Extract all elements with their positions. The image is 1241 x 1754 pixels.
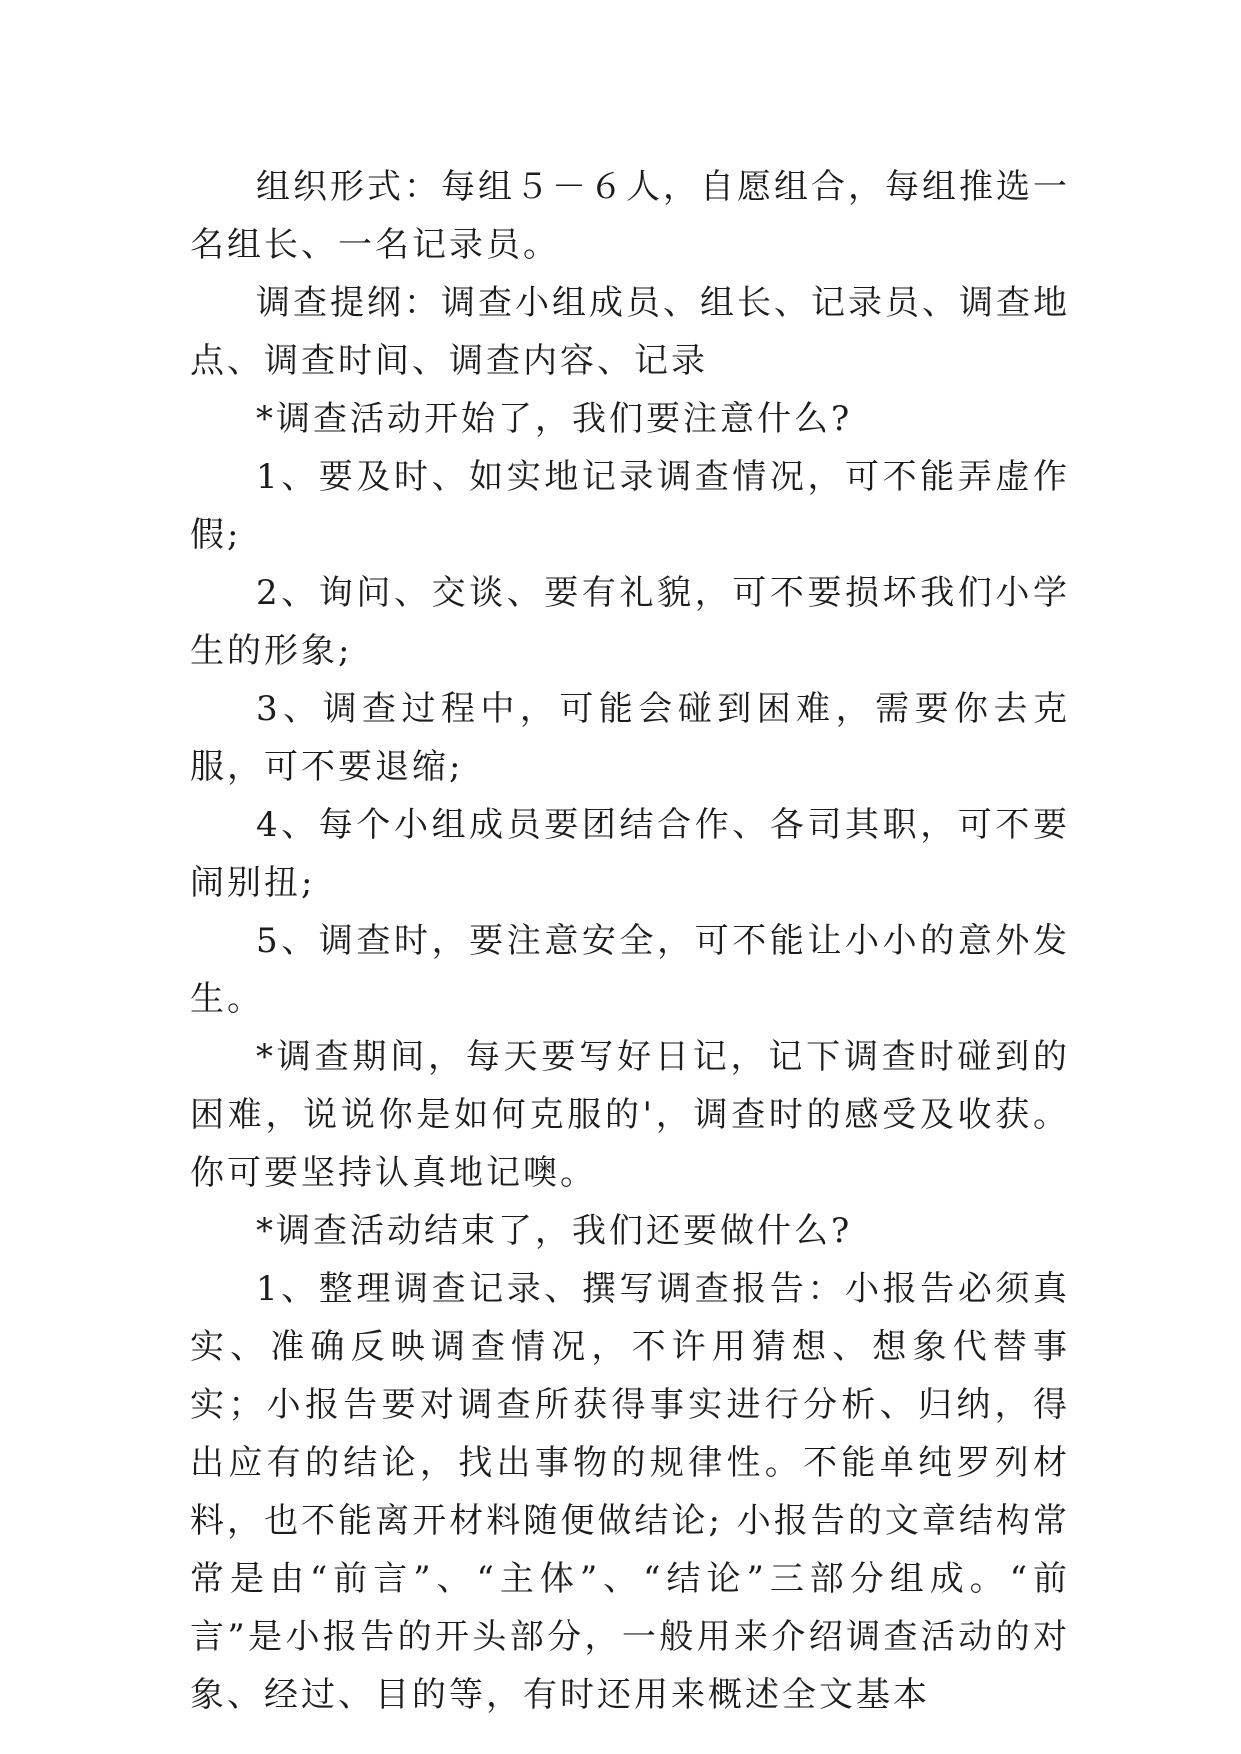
paragraph-diary: *调查期间，每天要写好日记，记下调查时碰到的困难，说说你是如何克服的'，调查时的感受及收获。你可要坚持认真地记噢。 bbox=[190, 1037, 1070, 1193]
paragraph-end-question: *调查活动结束了，我们还要做什么? bbox=[256, 1211, 853, 1251]
paragraph-note-3: 3、调查过程中，可能会碰到困难，需要你去克服，可不要退缩; bbox=[190, 689, 1070, 787]
paragraph-outline: 调查提纲：调查小组成员、组长、记录员、调查地点、调查时间、调查内容、记录 bbox=[190, 283, 1070, 381]
paragraph-note-1: 1、要及时、如实地记录调查情况，可不能弄虚作假; bbox=[190, 457, 1070, 555]
document-body bbox=[190, 158, 1070, 1724]
paragraph-start-question: *调查活动开始了，我们要注意什么? bbox=[256, 399, 853, 439]
paragraph-report: 1、整理调查记录、撰写调查报告：小报告必须真实、准确反映调查情况，不许用猜想、想象代替事实；小报告要对调查所获得事实进行分析、归纳，得出应有的结论，找出事物的规律性。不能单纯罗列材料，也不能离开材料随便做结论; 小报告的文章结构常常是由“前言”、“主体”、“结论”三部分组成。“前言”是小报告的开头部分，一般用来介绍调查活动的对象、经过、目的等，有时还用来概述全文基本 bbox=[190, 1269, 1070, 1715]
paragraph-note-2: 2、询问、交谈、要有礼貌，可不要损坏我们小学生的形象; bbox=[190, 573, 1070, 671]
paragraph-note-4: 4、每个小组成员要团结合作、各司其职，可不要闹别扭; bbox=[190, 805, 1070, 903]
paragraph-note-5: 5、调查时，要注意安全，可不能让小小的意外发生。 bbox=[190, 921, 1070, 1019]
paragraph-organization: 组织形式：每组５－６人，自愿组合，每组推选一名组长、一名记录员。 bbox=[190, 167, 1070, 265]
